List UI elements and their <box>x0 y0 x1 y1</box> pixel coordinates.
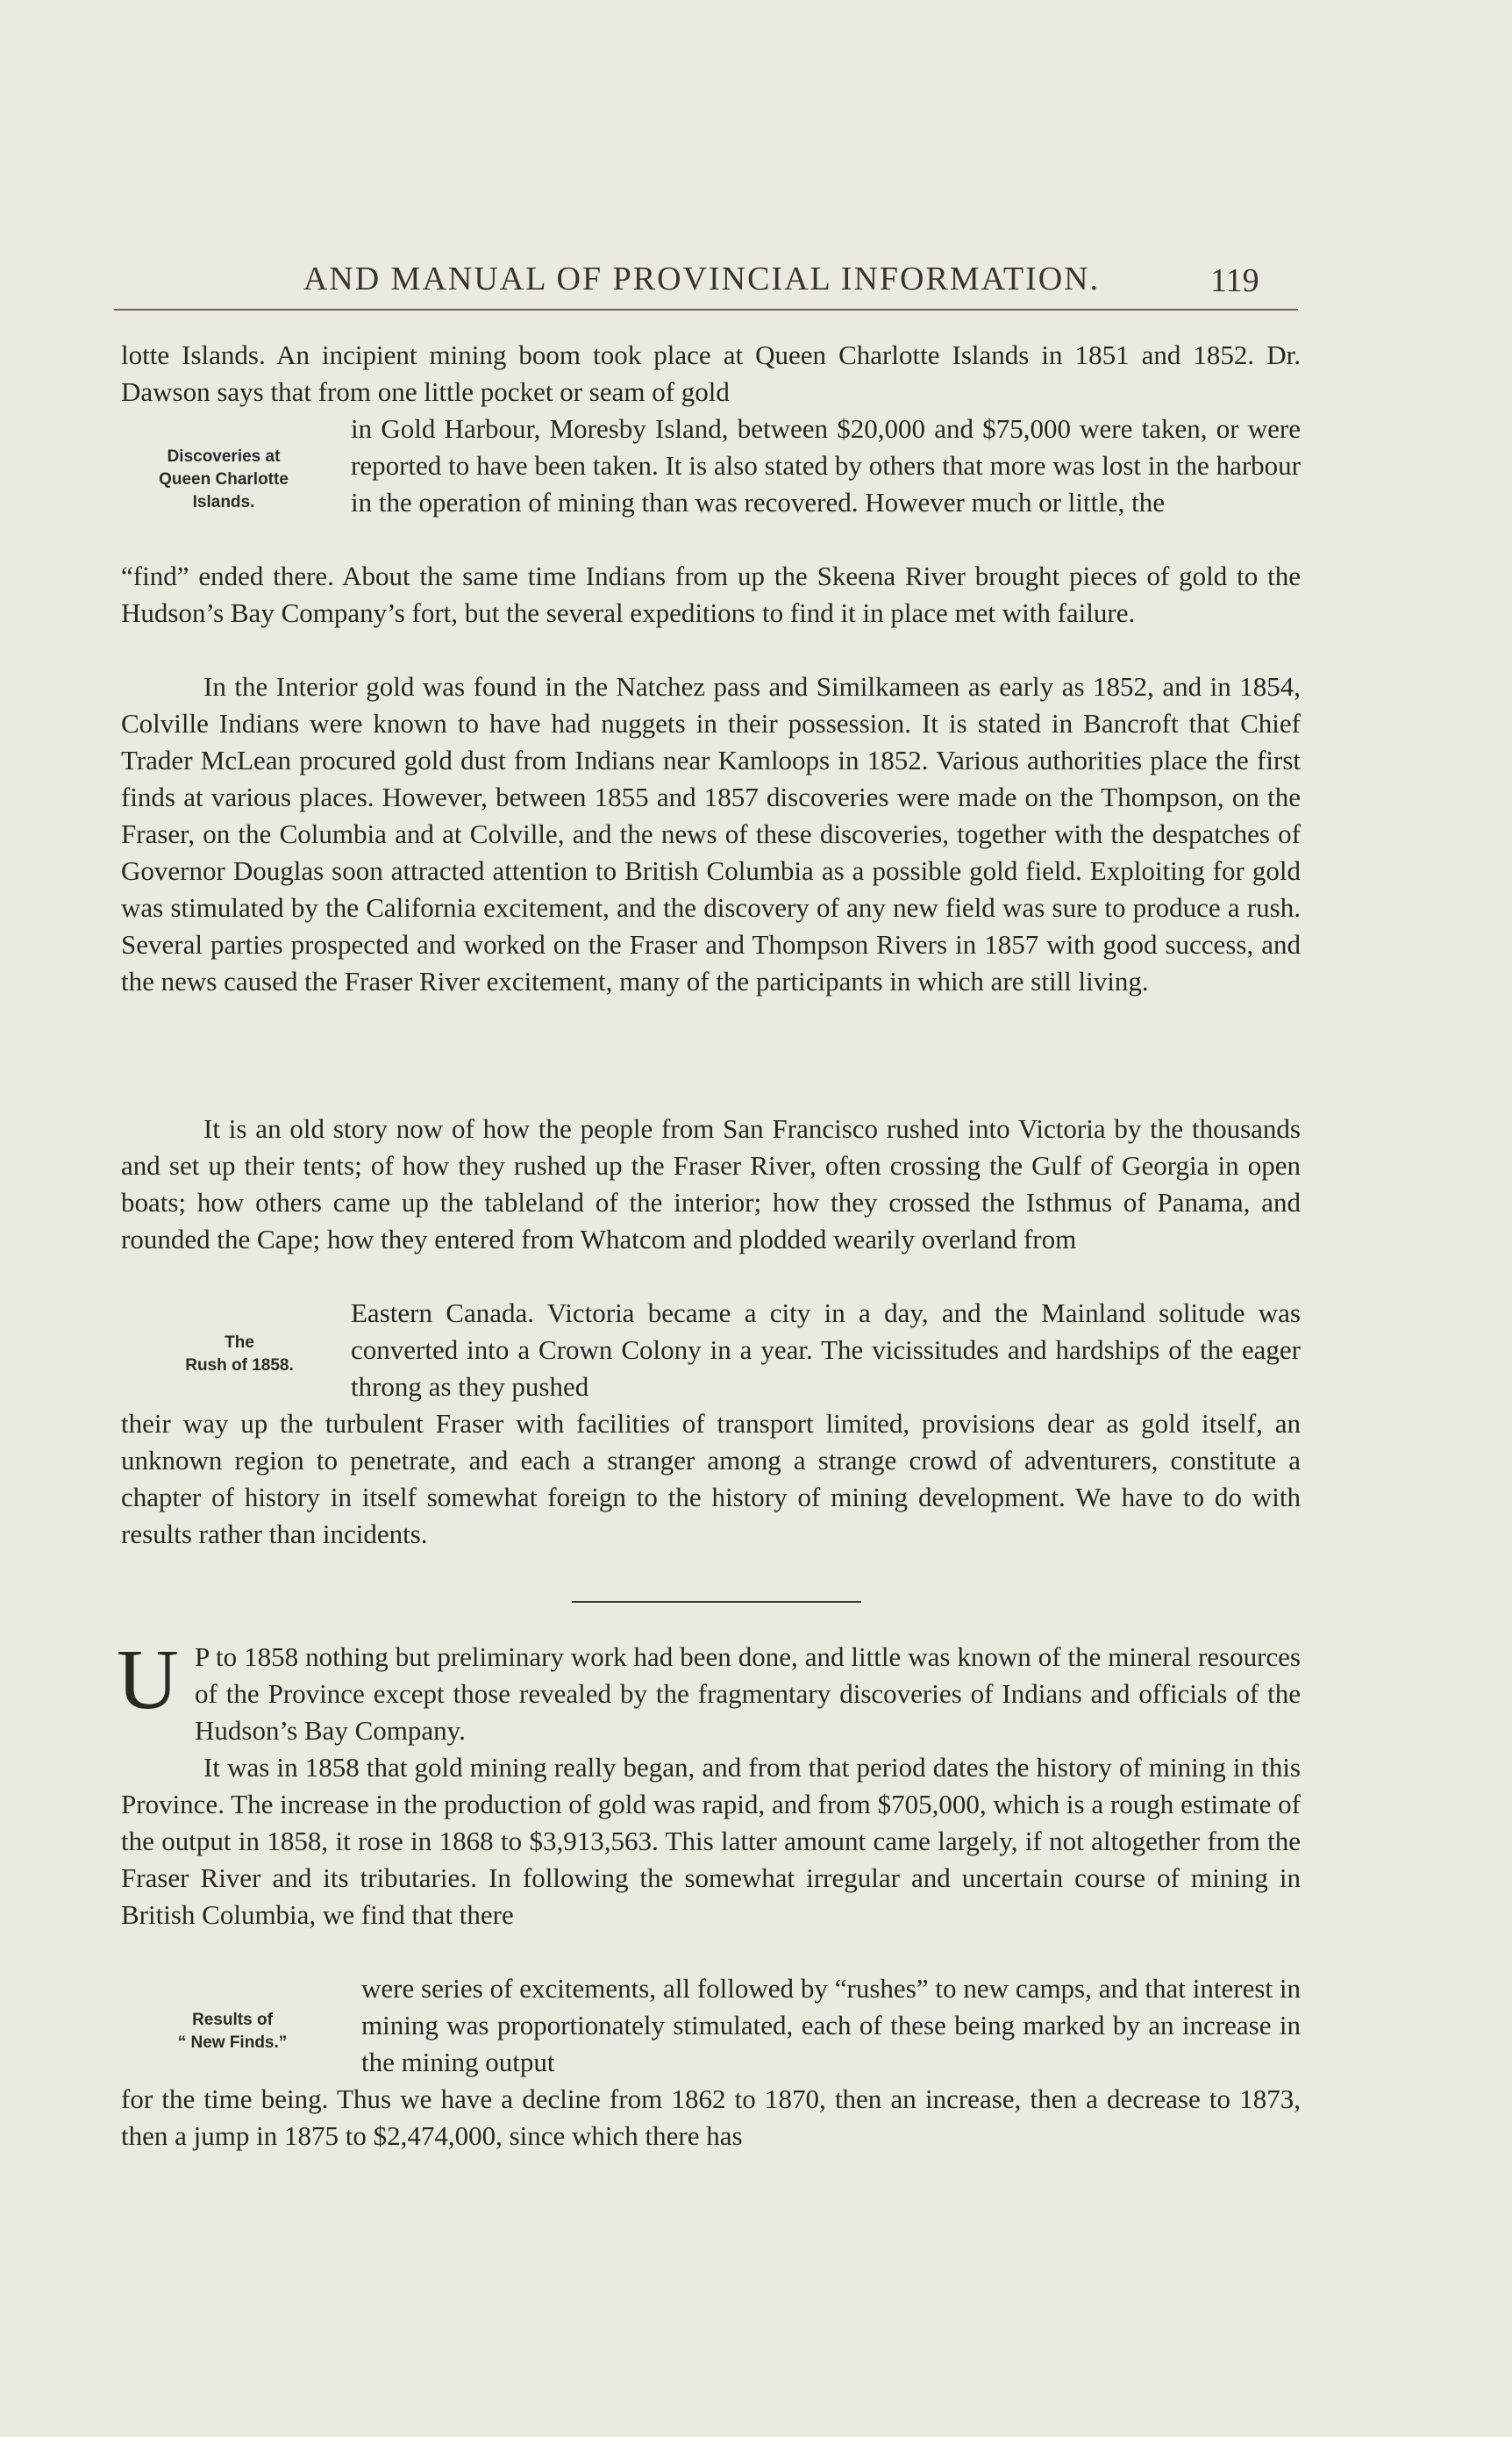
running-header-title: AND MANUAL OF PROVINCIAL INFORMATION. <box>303 261 1101 297</box>
section-divider <box>572 1601 861 1603</box>
paragraph-1-top: lotte Islands. An incipient mining boom took place at Queen Charlotte Islands in 1851 and 1852. Dr. Dawson says that from one little pocket or seam of gold <box>121 339 1301 407</box>
paragraph-4-bottom: for the time being. Thus we have a decline from 1862 to 1870, then an increase, then a decrease to 1873, then a jump in 1875 to $2,474,000, since which there has <box>121 2083 1301 2151</box>
paragraph-4-top: P to 1858 nothing but preliminary work had been done, and little was known of the mineral resources of the Province except those revealed by the fragmentary discoveries of Indians and officials of the Hudson’s Bay Company. <box>195 1641 1301 1746</box>
paragraph-2: In the Interior gold was found in the Natchez pass and Similkameen as early as 1852, and in 1854, Colville Indians were known to have had nuggets in their possession. It is stated in Bancroft that Chief Trader McLean procured gold dust from Indians near Kamloops in 1852. Various authorities place the first finds at various places. However, between 1855 and 1857 discoveries were made on the Thompson, on the Fraser, on the Columbia and at Colville, and the news of these discoveries, together with the despatches of Governor Douglas soon attracted attention to British Columbia as a possible gold field. Exploiting for gold was stimulated by the California excitement, and the discovery of any new field was sure to produce a rush. Several parties prospected and worked on the Fraser and Thompson Rivers in 1857 with good success, and the news caused the Fraser River excitement, many of the participants in which are still living. <box>121 671 1301 997</box>
page-number: 119 <box>1210 262 1259 299</box>
paragraph-4-side: were series of excitements, all followed by “rushes” to new camps, and that interest in mining was proportionately stimulated, each of these being marked by an increase in the mining output <box>361 1973 1301 2077</box>
paragraph-3-bottom: their way up the turbulent Fraser with facilities of transport limited, provisions dear as gold itself, an unknown region to penetrate, and each a stranger among a strange crowd of adventurers, constitute a chapter of history in itself somewhat foreign to the history of mining development. We have to do with results rather than incidents. <box>121 1408 1301 1549</box>
paragraph-1-side: in Gold Harbour, Moresby Island, between $20,000 and $75,000 were taken, or were reported to have been taken. It is also stated by others that more was lost in the harbour in the operation of mining than was recovered. However much or little, the <box>351 413 1301 518</box>
paragraph-3-top: It is an old story now of how the people from San Francisco rushed into Victoria by the thousands and set up their tents; of how they rushed up the Fraser River, often crossing the Gulf of Georgia in open boats; how others came up the tableland of the interior; how they crossed the Isthmus of Panama, and rounded the Cape; how they entered from Whatcom and plodded wearily overland from <box>121 1113 1301 1254</box>
paragraph-4-mid: It was in 1858 that gold mining really began, and from that period dates the history of mining in this Province. The increase in the production of gold was rapid, and from $705,000, which is a rough estimate of the output in 1858, it rose in 1868 to $3,913,563. This latter amount came largely, if not altogether from the Fraser River and its tributaries. In following the somewhat irregular and uncertain course of mining in British Columbia, we find that there <box>121 1752 1301 1930</box>
margin-note-new-finds: Results of “ New Finds.” <box>177 2011 288 2052</box>
paragraph-3-side: Eastern Canada. Victoria became a city in a day, and the Mainland solitude was converted into a Crown Colony in a year. The vicissitudes and hardships of the eager throng as they pushed <box>351 1297 1301 1402</box>
margin-note-rush: The Rush of 1858. <box>185 1333 294 1375</box>
paragraph-1-bottom: “find” ended there. About the same time Indians from up the Skeena River brought pieces of gold to the Hudson’s Bay Company’s fort, but the several expeditions to find it in place met with failure. <box>121 561 1301 628</box>
header-rule <box>114 309 1298 311</box>
drop-cap-letter: U <box>117 1633 179 1727</box>
margin-note-queen-charlotte: Discoveries at Queen Charlotte Islands. <box>159 447 289 511</box>
